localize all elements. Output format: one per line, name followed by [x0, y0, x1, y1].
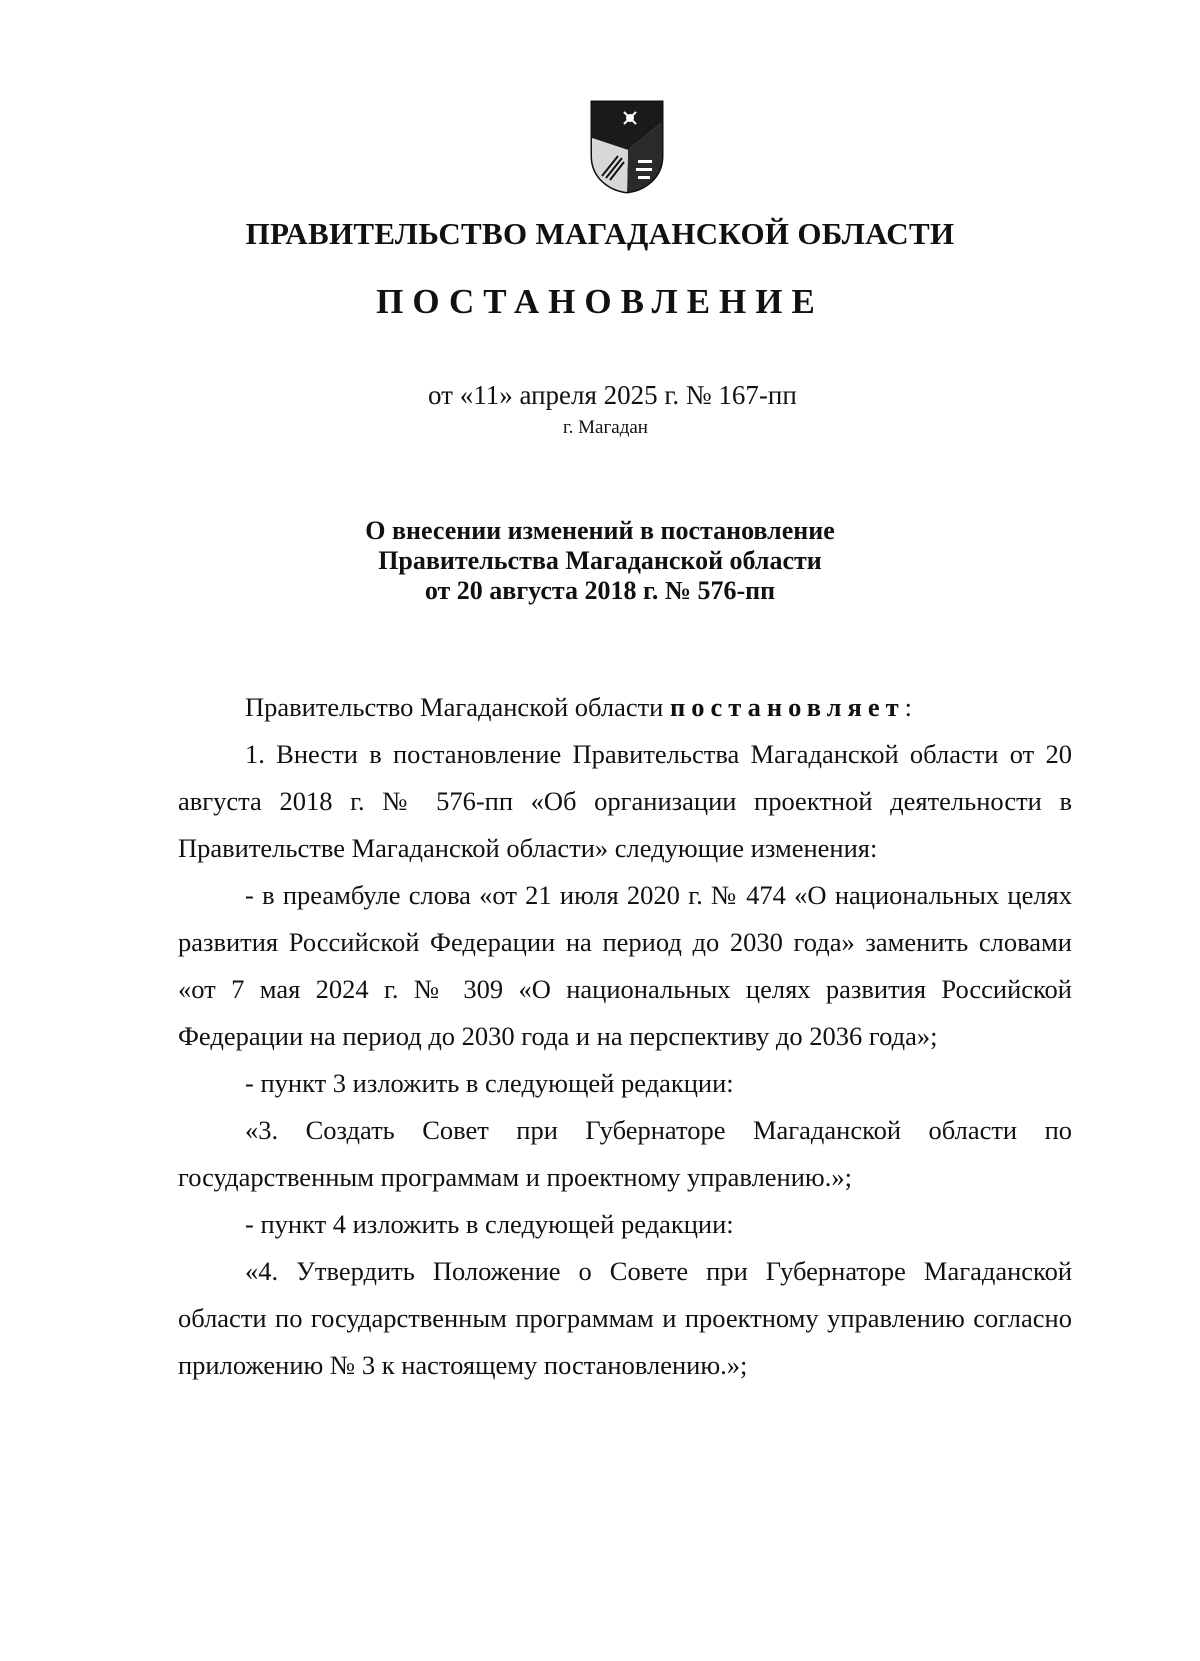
body-paragraph: «3. Создать Совет при Губернаторе Магаданской области по государственным программам и проектному управлению.»; [178, 1115, 1072, 1192]
coat-of-arms-icon [588, 98, 666, 194]
body-paragraph: 1. Внести в постановление Правительства Магаданской области от 20 августа 2018 г. № 576-пп «Об организации проектной деятельности в Правительстве Магаданской области» следующие изменения: [178, 739, 1072, 863]
document-body [178, 684, 1072, 1389]
organization-title: ПРАВИТЕЛЬСТВО МАГАДАНСКОЙ ОБЛАСТИ [245, 216, 955, 251]
subject-line: О внесении изменений в постановление [365, 516, 835, 545]
preamble-paragraph [178, 684, 1072, 731]
document-date-number: от «11» апреля 2025 г. № 167-пп [428, 380, 797, 410]
body-paragraph: - в преамбуле слова «от 21 июля 2020 г. № 474 «О национальных целях развития Российской Федерации на период до 2030 года» заменить словами «от 7 мая 2024 г. № 309 «О национальных целях развития Российской Федерации на период до 2030 года и на перспективу до 2036 года»; [178, 880, 1072, 1051]
body-paragraph: - пункт 3 изложить в следующей редакции: [245, 1068, 734, 1098]
document-type-heading: ПОСТАНОВЛЕНИЕ [376, 282, 824, 321]
body-paragraph: «4. Утвердить Положение о Совете при Губернаторе Магаданской области по государственным программам и проектному управлению согласно приложению № 3 к настоящему постановлению.»; [178, 1256, 1072, 1380]
subject-line: от 20 августа 2018 г. № 576-пп [424, 576, 776, 605]
preamble-tail: : [904, 692, 913, 722]
body-paragraph: - пункт 4 изложить в следующей редакции: [245, 1209, 734, 1239]
preamble-lead: Правительство Магаданской области [245, 692, 670, 722]
document-subject [0, 516, 1200, 606]
subject-line: Правительства Магаданской области [378, 546, 822, 575]
resolves-word: постановляет [669, 692, 905, 722]
document-city: г. Магадан [563, 417, 648, 438]
